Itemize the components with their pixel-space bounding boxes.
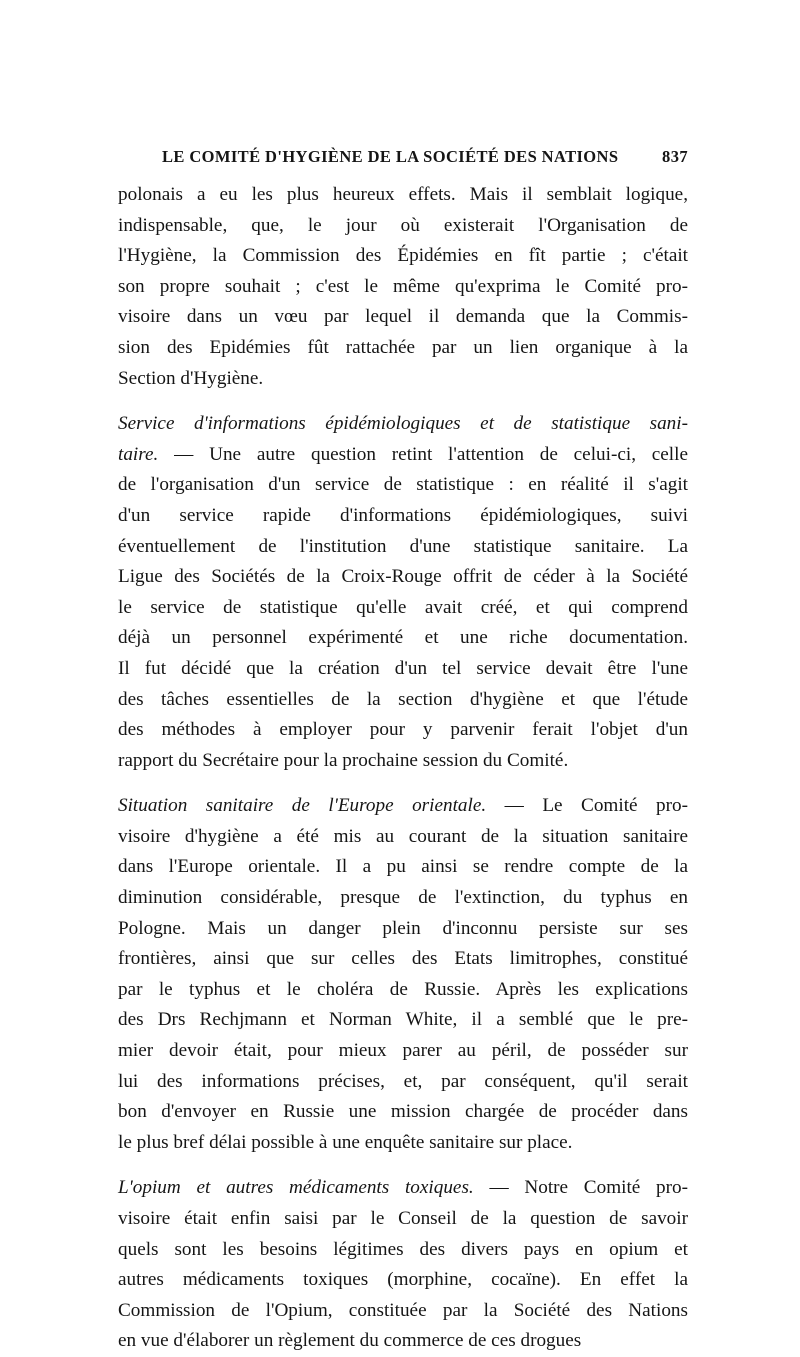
- line-text: le service de statistique qu'elle avait créé, et qui comprend: [118, 596, 688, 618]
- line-text: par le typhus et le choléra de Russie. Après les explications: [118, 978, 688, 1000]
- line-text: sion des Epidémies fût rattachée par un lien organique à la: [118, 336, 688, 358]
- line-text: mier devoir était, pour mieux parer au péril, de posséder sur: [118, 1040, 688, 1062]
- line-text: déjà un personnel expérimenté et une riche documentation.: [118, 627, 688, 649]
- text-line: [118, 501, 688, 532]
- line-text: rapport du Secrétaire pour la prochaine session du Comité.: [118, 749, 569, 771]
- text-line: [118, 1005, 688, 1036]
- text-line: [118, 211, 688, 242]
- text-line: [118, 715, 688, 746]
- line-text: bon d'envoyer en Russie une mission chargée de procéder dans: [118, 1101, 688, 1123]
- text-line: [118, 180, 688, 211]
- text-line: [118, 822, 688, 853]
- text-line: [118, 654, 688, 685]
- section-heading: taire.: [118, 443, 159, 465]
- line-text: frontières, ainsi que sur celles des Etats limitrophes, constitué: [118, 948, 688, 970]
- line-text: autres médicaments toxiques (morphine, cocaïne). En effet la: [118, 1269, 688, 1291]
- line-text: lui des informations précises, et, par conséquent, qu'il serait: [118, 1070, 688, 1092]
- paragraph: [118, 180, 688, 394]
- line-text: d'un service rapide d'informations épidémiologiques, suivi: [118, 504, 688, 526]
- text-line: [118, 685, 688, 716]
- section-heading: Service d'informations épidémiologiques et de statistique sani-: [118, 413, 688, 435]
- line-text: des Drs Rechjmann et Norman White, il a semblé que le pre-: [118, 1009, 688, 1031]
- line-text: visoire dans un vœu par lequel il demanda que la Commis-: [118, 306, 688, 328]
- section-heading: L'opium et autres médicaments toxiques.: [118, 1177, 474, 1199]
- line-text: diminution considérable, presque de l'extinction, du typhus en: [118, 887, 688, 909]
- line-text: Pologne. Mais un danger plein d'inconnu persiste sur ses: [118, 917, 688, 939]
- text-line: [118, 409, 688, 440]
- line-text: éventuellement de l'institution d'une statistique sanitaire. La: [118, 535, 688, 557]
- running-title: LE COMITÉ D'HYGIÈNE DE LA SOCIÉTÉ DES NATIONS: [162, 147, 619, 166]
- text-line: [118, 1036, 688, 1067]
- text-line: [118, 593, 688, 624]
- text-line: [118, 1097, 688, 1128]
- text-line: [118, 852, 688, 883]
- line-text: — Notre Comité pro-: [473, 1177, 688, 1199]
- page-header: [118, 147, 688, 171]
- text-line: [118, 272, 688, 303]
- line-text: polonais a eu les plus heureux effets. Mais il semblait logique,: [118, 184, 688, 205]
- text-line: [118, 1326, 688, 1357]
- text-line: [118, 532, 688, 563]
- line-text: l'Hygiène, la Commission des Épidémies en fît partie ; c'était: [118, 245, 688, 267]
- text-line: [118, 1265, 688, 1296]
- text-line: [118, 975, 688, 1006]
- line-text: Commission de l'Opium, constituée par la Société des Nations: [118, 1299, 688, 1321]
- body-text: [118, 180, 688, 1357]
- line-text: le plus bref délai possible à une enquête sanitaire sur place.: [118, 1131, 573, 1153]
- text-line: [118, 440, 688, 471]
- page-number: 837: [662, 147, 688, 166]
- text-line: [118, 1296, 688, 1327]
- text-line: [118, 623, 688, 654]
- line-text: Il fut décidé que la création d'un tel service devait être l'une: [118, 657, 688, 679]
- line-text: en vue d'élaborer un règlement du commerce de ces drogues: [118, 1330, 582, 1352]
- text-line: [118, 302, 688, 333]
- line-text: des tâches essentielles de la section d'hygiène et que l'étude: [118, 688, 688, 710]
- paragraph: [118, 409, 688, 776]
- line-text: des méthodes à employer pour y parvenir ferait l'objet d'un: [118, 719, 688, 741]
- line-text: indispensable, que, le jour où existerait l'Organisation de: [118, 214, 688, 236]
- line-text: — Une autre question retint l'attention de celui-ci, celle: [158, 443, 688, 465]
- text-line: [118, 1204, 688, 1235]
- line-text: de l'organisation d'un service de statistique : en réalité il s'agit: [118, 474, 688, 496]
- line-text: — Le Comité pro-: [486, 795, 688, 817]
- text-line: [118, 791, 688, 822]
- paragraph: [118, 791, 688, 1158]
- line-text: quels sont les besoins légitimes des divers pays en opium et: [118, 1238, 688, 1260]
- text-line: [118, 1128, 688, 1159]
- section-heading: Situation sanitaire de l'Europe orientale.: [118, 795, 487, 817]
- text-line: [118, 333, 688, 364]
- line-text: dans l'Europe orientale. Il a pu ainsi se rendre compte de la: [118, 856, 688, 878]
- text-line: [118, 241, 688, 272]
- line-text: Ligue des Sociétés de la Croix-Rouge offrit de céder à la Société: [118, 566, 688, 588]
- text-line: [118, 1173, 688, 1204]
- text-line: [118, 364, 688, 395]
- text-line: [118, 746, 688, 777]
- text-line: [118, 883, 688, 914]
- line-text: visoire d'hygiène a été mis au courant de la situation sanitaire: [118, 825, 688, 847]
- text-line: [118, 1235, 688, 1266]
- line-text: visoire était enfin saisi par le Conseil de la question de savoir: [118, 1208, 688, 1229]
- line-text: son propre souhait ; c'est le même qu'exprima le Comité pro-: [118, 275, 688, 297]
- text-line: [118, 470, 688, 501]
- text-line: [118, 944, 688, 975]
- text-line: [118, 562, 688, 593]
- line-text: Section d'Hygiène.: [118, 367, 264, 389]
- text-line: [118, 914, 688, 945]
- paragraph: [118, 1173, 688, 1357]
- text-line: [118, 1067, 688, 1098]
